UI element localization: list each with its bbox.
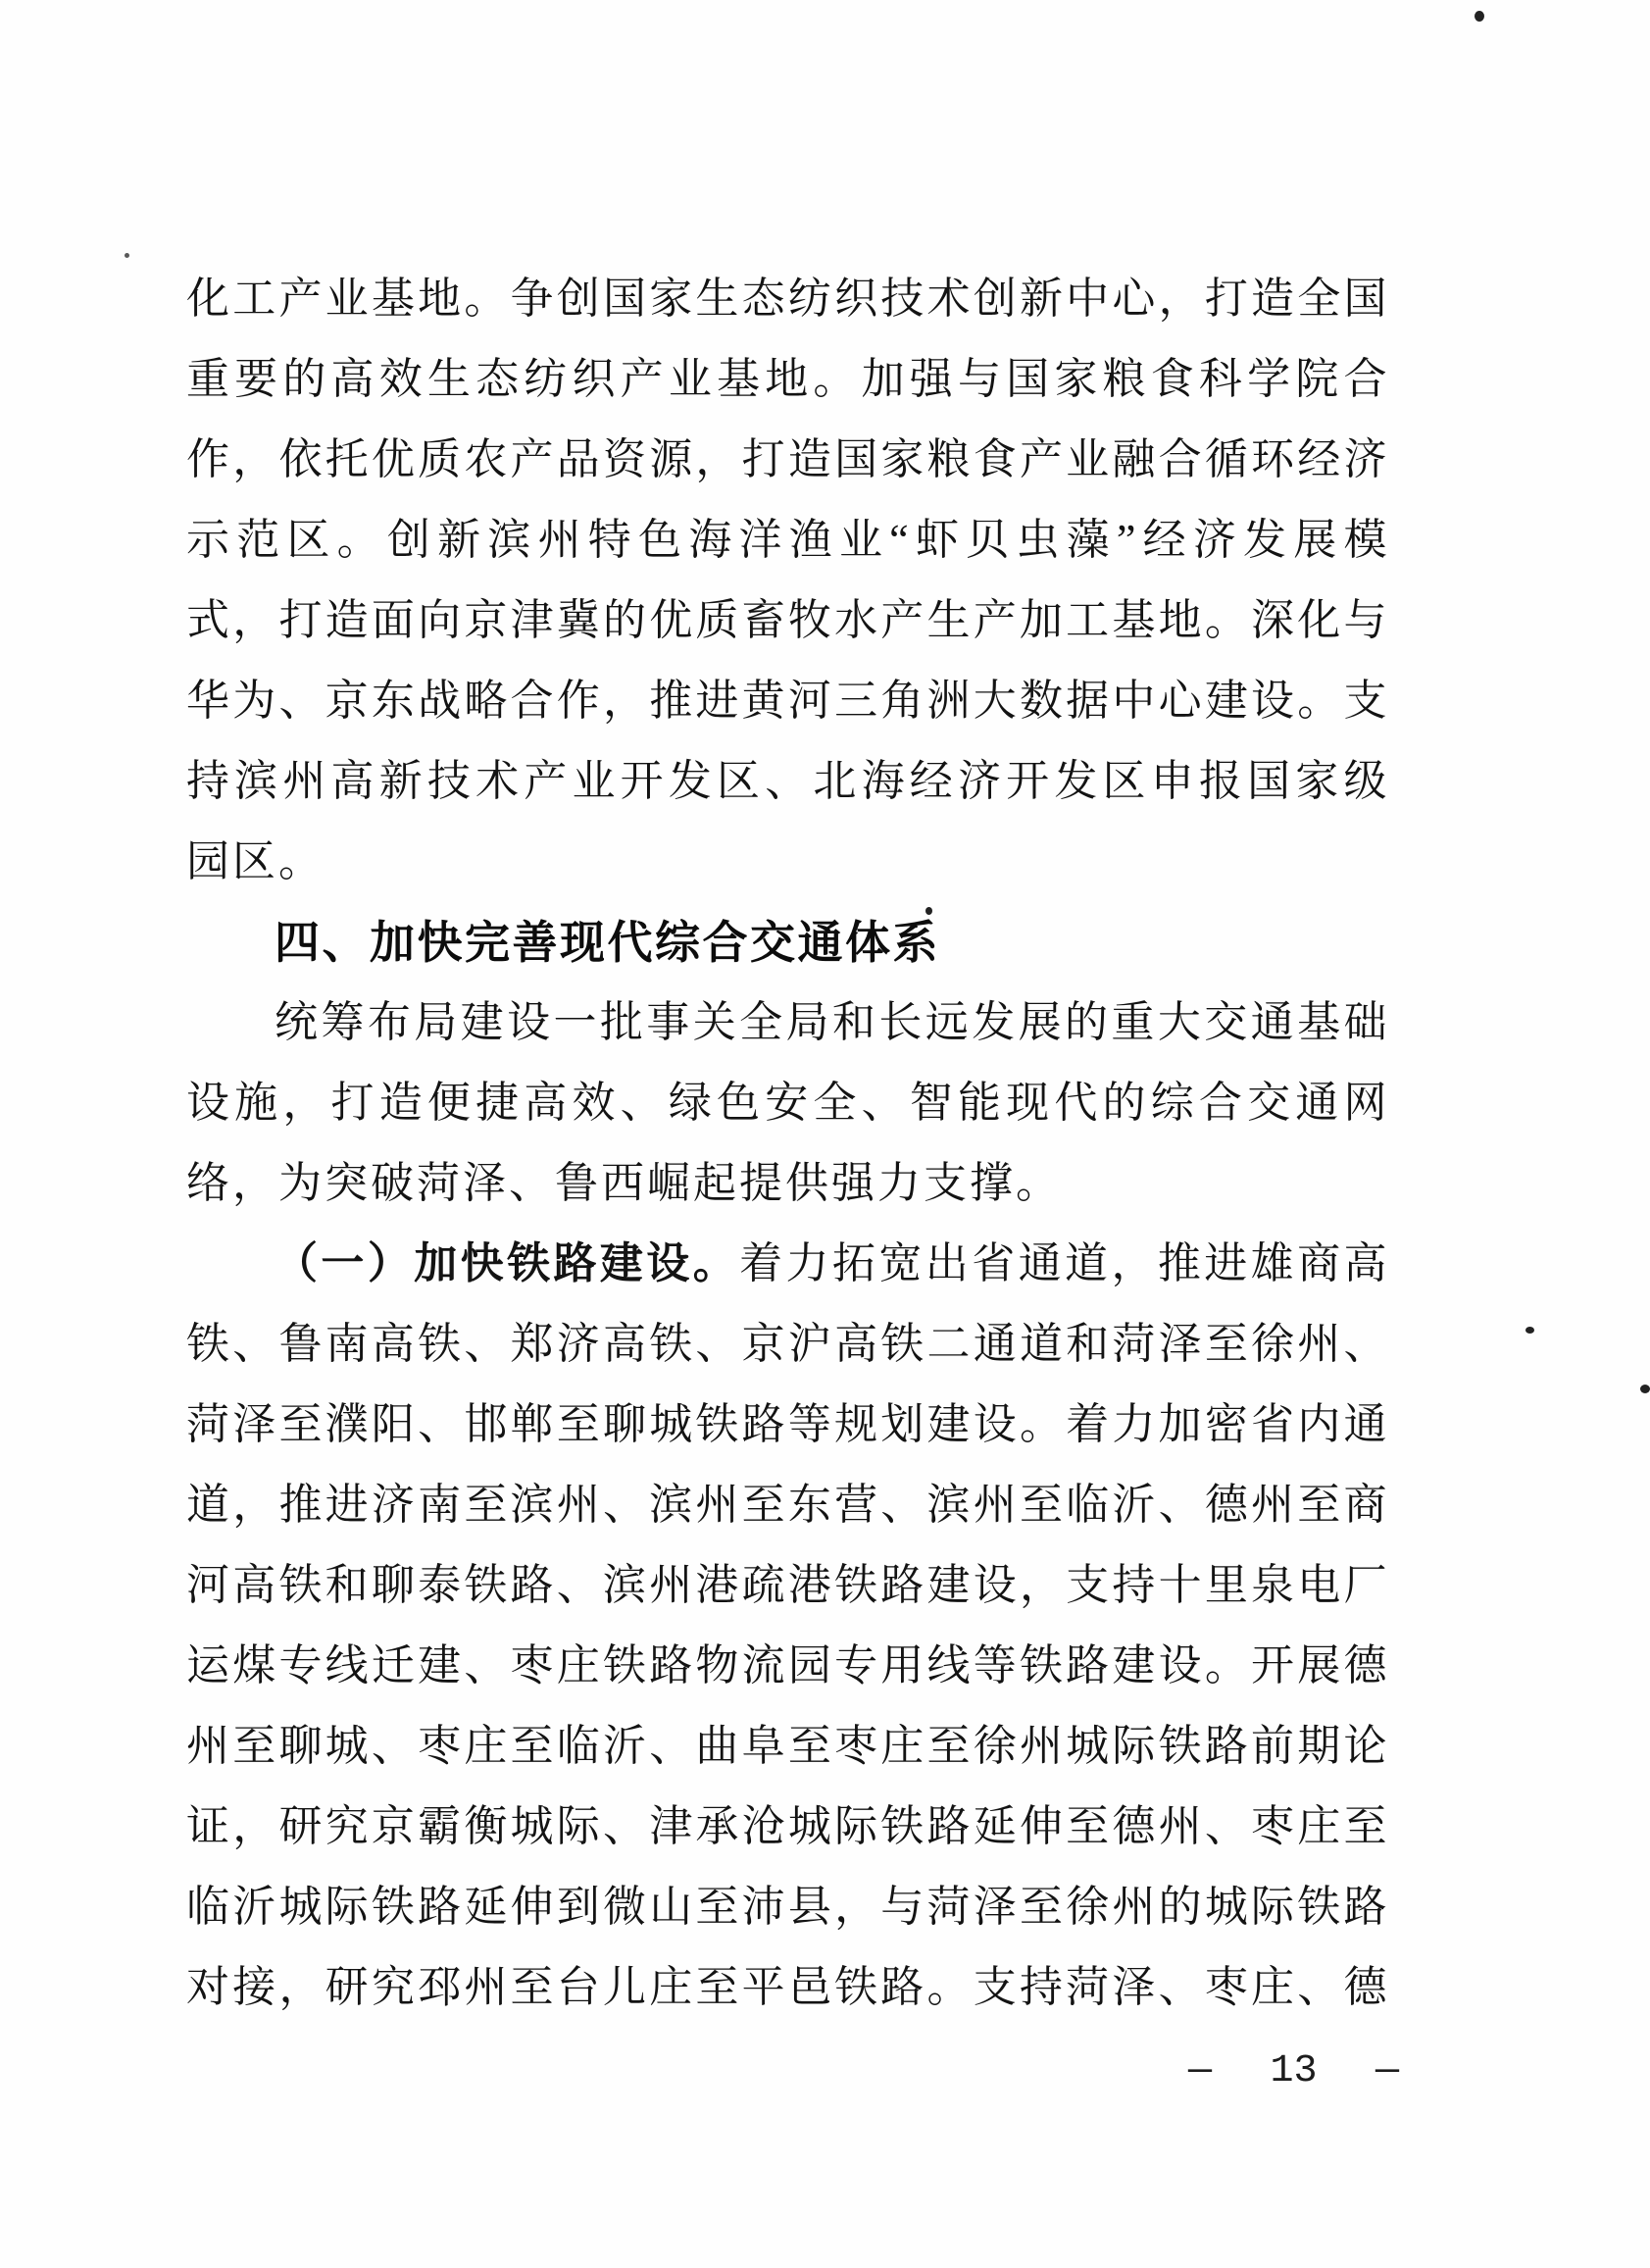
body-line: 道，推进济南至滨州、滨州至东营、滨州至临沂、德州至商 xyxy=(186,1481,1388,1529)
body-line: 重要的高效生态纺织产业基地。加强与国家粮食科学院合 xyxy=(186,355,1388,403)
body-line: 对接，研究邳州至台儿庄至平邑铁路。支持菏泽、枣庄、德 xyxy=(186,1963,1388,2011)
body-line: 持滨州高新技术产业开发区、北海经济开发区申报国家级 xyxy=(186,757,1388,805)
scan-speck xyxy=(125,253,129,258)
body-line: 设施，打造便捷高效、绿色安全、智能现代的综合交通网 xyxy=(186,1079,1388,1127)
scan-speck xyxy=(1640,1385,1650,1393)
section-heading: 四、加快完善现代综合交通体系 xyxy=(275,917,940,968)
scan-speck xyxy=(1475,11,1484,22)
body-line: 示范区。创新滨州特色海洋渔业“虾贝虫藻”经济发展模 xyxy=(186,516,1388,564)
body-line: 络，为突破菏泽、鲁西崛起提供强力支撑。 xyxy=(186,1159,1062,1207)
body-line: 园区。 xyxy=(186,837,325,885)
page-number: 13 xyxy=(1270,2048,1318,2093)
body-line: 化工产业基地。争创国家生态纺织技术创新中心，打造全国 xyxy=(186,275,1388,323)
body-line-text: 着力拓宽出省通道，推进雄商高 xyxy=(739,1239,1388,1287)
body-line xyxy=(186,1224,1388,1304)
body-line: 作，依托优质农产品资源，打造国家粮食产业融合循环经济 xyxy=(186,435,1388,483)
body-line: 铁、鲁南高铁、郑济高铁、京沪高铁二通道和菏泽至徐州、 xyxy=(186,1320,1388,1368)
footer-dash-right: — xyxy=(1375,2048,1399,2093)
body-line: 证，研究京霸衡城际、津承沧城际铁路延伸至德州、枣庄至 xyxy=(186,1802,1388,1850)
subsection-heading: （一）加快铁路建设。 xyxy=(275,1239,740,1287)
body-line: 运煤专线迁建、枣庄铁路物流园专用线等铁路建设。开展德 xyxy=(186,1641,1388,1689)
body-line: 河高铁和聊泰铁路、滨州港疏港铁路建设，支持十里泉电厂 xyxy=(186,1561,1388,1609)
body-line: 式，打造面向京津冀的优质畜牧水产生产加工基地。深化与 xyxy=(186,596,1388,644)
body-line: 菏泽至濮阳、邯郸至聊城铁路等规划建设。着力加密省内通 xyxy=(186,1400,1388,1448)
body-line: 统筹布局建设一批事关全局和长远发展的重大交通基础 xyxy=(275,998,1388,1046)
scan-speck xyxy=(925,907,932,915)
body-line: 华为、京东战略合作，推进黄河三角洲大数据中心建设。支 xyxy=(186,677,1388,725)
body-line: 州至聊城、枣庄至临沂、曲阜至枣庄至徐州城际铁路前期论 xyxy=(186,1722,1388,1770)
scan-speck xyxy=(1525,1327,1534,1334)
document-body xyxy=(186,259,1388,2028)
body-line: 临沂城际铁路延伸到微山至沛县，与菏泽至徐州的城际铁路 xyxy=(186,1883,1388,1931)
footer-dash-left: — xyxy=(1188,2048,1213,2093)
page-footer xyxy=(1188,2047,1399,2094)
